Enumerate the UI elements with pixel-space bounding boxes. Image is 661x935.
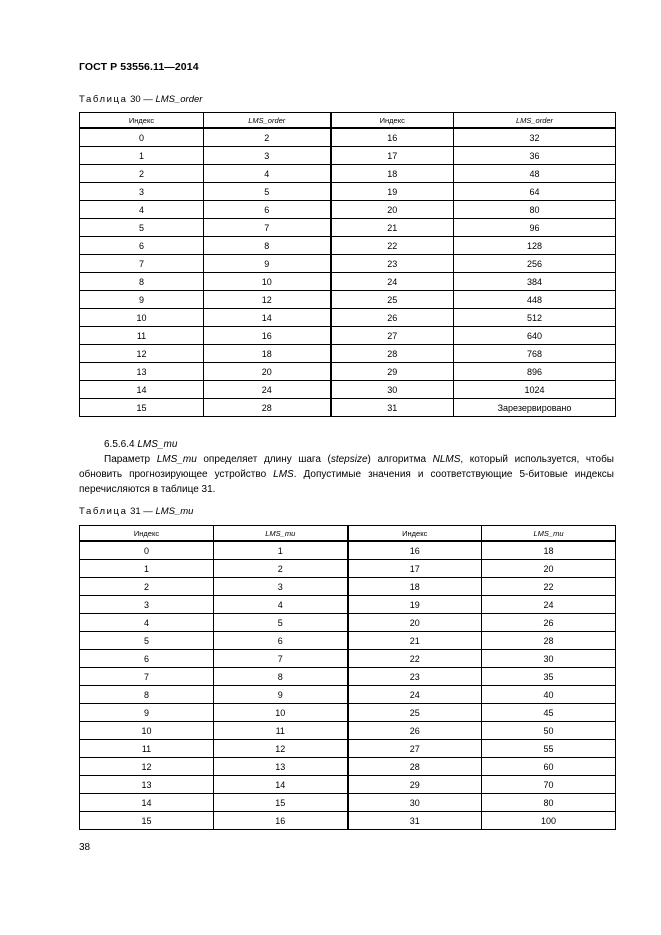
table-row [80,255,616,273]
table-cell: 26 [331,309,454,327]
table-row [80,399,616,417]
table-row [80,183,616,201]
text-run: определяет длину шага ( [196,454,331,465]
table-row [80,686,616,704]
table-cell: 19 [348,596,482,614]
table-row [80,273,616,291]
table-cell: 80 [482,794,616,812]
table-row [80,632,616,650]
table-cell: 3 [80,183,204,201]
table-cell: 31 [331,399,454,417]
table-cell: 15 [80,812,214,830]
table-row [80,596,616,614]
table-cell: 7 [80,668,214,686]
table-cell: 10 [204,273,331,291]
table-cell: 17 [348,560,482,578]
table-cell: 512 [454,309,616,327]
table-row [80,237,616,255]
table-cell: 14 [204,309,331,327]
table-cell: 10 [80,722,214,740]
table-cell: 70 [482,776,616,794]
table-row [80,578,616,596]
table-cell: 14 [80,381,204,399]
table30-caption-number: 30 — [127,94,156,105]
table-cell: 640 [454,327,616,345]
table-cell: 768 [454,345,616,363]
table-row [80,291,616,309]
table30-body [80,128,616,417]
document-header: ГОСТ Р 53556.11—2014 [79,61,199,73]
table-cell: 16 [204,327,331,345]
table-cell: 3 [204,147,331,165]
table-cell: 2 [214,560,348,578]
table-cell: 8 [214,668,348,686]
table-row [80,165,616,183]
table-row [80,740,616,758]
header-cell-lms-mu: LMS_mu [482,526,616,542]
table-cell: 23 [348,668,482,686]
table-row [80,363,616,381]
table-cell: 2 [80,165,204,183]
section-paragraph [79,452,614,497]
table-cell: 22 [482,578,616,596]
table-30 [79,112,616,417]
table-cell: 27 [348,740,482,758]
table-cell: 48 [454,165,616,183]
table-cell: 256 [454,255,616,273]
table-cell: 36 [454,147,616,165]
table-cell: 55 [482,740,616,758]
table-cell: 0 [80,541,214,560]
table-row [80,327,616,345]
table-cell: 30 [348,794,482,812]
page-number: 38 [79,842,91,853]
table-cell: 45 [482,704,616,722]
table-cell: 4 [80,201,204,219]
table-cell: 5 [214,614,348,632]
table-cell: 6 [214,632,348,650]
table-cell: 25 [331,291,454,309]
table-cell: 60 [482,758,616,776]
section-title-name: LMS_mu [137,439,178,450]
header-cell-index: Индекс [348,526,482,542]
table-cell: 15 [214,794,348,812]
table-cell: 14 [214,776,348,794]
table-cell: 6 [80,237,204,255]
table-cell: 96 [454,219,616,237]
table-cell: 50 [482,722,616,740]
table-cell: 28 [204,399,331,417]
section-title-number: 6.5.6.4 [104,439,138,450]
table-cell: 22 [348,650,482,668]
table-cell: 12 [204,291,331,309]
text-run-italic: NLMS [432,454,461,465]
table-cell: 16 [331,128,454,147]
table-cell: 9 [80,704,214,722]
table-cell: 100 [482,812,616,830]
table-cell: 21 [348,632,482,650]
table-row [80,812,616,830]
table-row [80,381,616,399]
table-row [80,794,616,812]
table-cell: 384 [454,273,616,291]
table-cell: 80 [454,201,616,219]
table-cell: 24 [204,381,331,399]
table-cell: 27 [331,327,454,345]
table-cell: 31 [348,812,482,830]
table-header-row [80,113,616,129]
table-cell: 0 [80,128,204,147]
table-cell: 1 [214,541,348,560]
table-row [80,541,616,560]
table-cell: 10 [214,704,348,722]
table-cell: 9 [80,291,204,309]
table-cell: 30 [331,381,454,399]
table30-caption-name: LMS_order [155,94,203,105]
table-row [80,201,616,219]
table-cell: 20 [482,560,616,578]
table-cell: 11 [80,740,214,758]
table-cell: 18 [348,578,482,596]
table-cell: 12 [80,758,214,776]
table-cell: 30 [482,650,616,668]
table-row [80,128,616,147]
table31-caption [79,506,193,517]
header-cell-index: Индекс [80,113,204,129]
table-cell: 4 [204,165,331,183]
table-cell: 11 [214,722,348,740]
table-cell: 19 [331,183,454,201]
table-cell: 20 [204,363,331,381]
header-cell-lms-mu: LMS_mu [214,526,348,542]
table-cell: 20 [348,614,482,632]
table-cell: 5 [80,632,214,650]
table-cell: 15 [80,399,204,417]
table-cell: 9 [204,255,331,273]
table-cell: 26 [482,614,616,632]
table-header-row [80,526,616,542]
table-cell: 21 [331,219,454,237]
table-cell: 12 [214,740,348,758]
table-cell: 3 [80,596,214,614]
table-cell: 40 [482,686,616,704]
table-cell: 10 [80,309,204,327]
table-cell: 28 [482,632,616,650]
table-cell: 28 [348,758,482,776]
table-row [80,614,616,632]
table-cell: 8 [204,237,331,255]
table30-caption-prefix: Таблица [79,94,128,105]
table-row [80,219,616,237]
table-cell: 128 [454,237,616,255]
table-cell: 13 [80,776,214,794]
table-cell: 12 [80,345,204,363]
table-cell: 1024 [454,381,616,399]
table-row [80,560,616,578]
table-cell: 4 [80,614,214,632]
header-cell-lms-order: LMS_order [454,113,616,129]
table-cell: 448 [454,291,616,309]
header-cell-lms-order: LMS_order [204,113,331,129]
table-cell: 6 [204,201,331,219]
table-cell: 896 [454,363,616,381]
table-cell: 29 [348,776,482,794]
table-cell: 29 [331,363,454,381]
table-cell: 2 [80,578,214,596]
table-cell: Зарезервировано [454,399,616,417]
table-cell: 18 [204,345,331,363]
table-cell: 6 [80,650,214,668]
table-row [80,776,616,794]
text-run: , который используется, чтобы обновить прогнозирующее устройство [79,454,614,480]
table-cell: 16 [214,812,348,830]
text-run-italic: LMS_mu [156,454,197,465]
text-run: . Допустимые значения и соответствующие 5-битовые индексы перечисляются в таблице 31. [79,469,614,495]
header-cell-index: Индекс [331,113,454,129]
table-cell: 7 [204,219,331,237]
table-cell: 1 [80,560,214,578]
text-run: ) алгоритма [367,454,433,465]
section-6-5-6-4 [79,437,614,497]
table-cell: 23 [331,255,454,273]
table-cell: 17 [331,147,454,165]
table-cell: 4 [214,596,348,614]
table-cell: 2 [204,128,331,147]
table31-body [80,541,616,830]
table-cell: 14 [80,794,214,812]
table-row [80,758,616,776]
table-row [80,650,616,668]
text-run-italic: LMS [273,469,294,480]
table-cell: 64 [454,183,616,201]
table-cell: 18 [482,541,616,560]
table-cell: 13 [214,758,348,776]
section-title [79,437,614,452]
table-cell: 24 [331,273,454,291]
table31-caption-name: LMS_mu [155,506,194,517]
table-row [80,147,616,165]
table-cell: 5 [80,219,204,237]
table31-caption-number: 31 — [127,506,156,517]
table-row [80,722,616,740]
table-cell: 16 [348,541,482,560]
table-31 [79,525,616,830]
table-cell: 24 [348,686,482,704]
table-row [80,704,616,722]
table-row [80,345,616,363]
table-cell: 22 [331,237,454,255]
text-run-italic: stepsize [330,454,368,465]
table-cell: 7 [214,650,348,668]
table-cell: 3 [214,578,348,596]
table-cell: 35 [482,668,616,686]
table-cell: 18 [331,165,454,183]
table-cell: 28 [331,345,454,363]
table-cell: 8 [80,686,214,704]
text-run: Параметр [104,454,157,465]
table-cell: 25 [348,704,482,722]
table-cell: 11 [80,327,204,345]
table-cell: 24 [482,596,616,614]
table-row [80,309,616,327]
table-row [80,668,616,686]
table-cell: 5 [204,183,331,201]
table-cell: 8 [80,273,204,291]
table-cell: 9 [214,686,348,704]
table-cell: 13 [80,363,204,381]
table-cell: 1 [80,147,204,165]
table-cell: 7 [80,255,204,273]
table30-caption [79,94,202,105]
table-cell: 20 [331,201,454,219]
table-cell: 26 [348,722,482,740]
table31-caption-prefix: Таблица [79,506,128,517]
header-cell-index: Индекс [80,526,214,542]
table-cell: 32 [454,128,616,147]
